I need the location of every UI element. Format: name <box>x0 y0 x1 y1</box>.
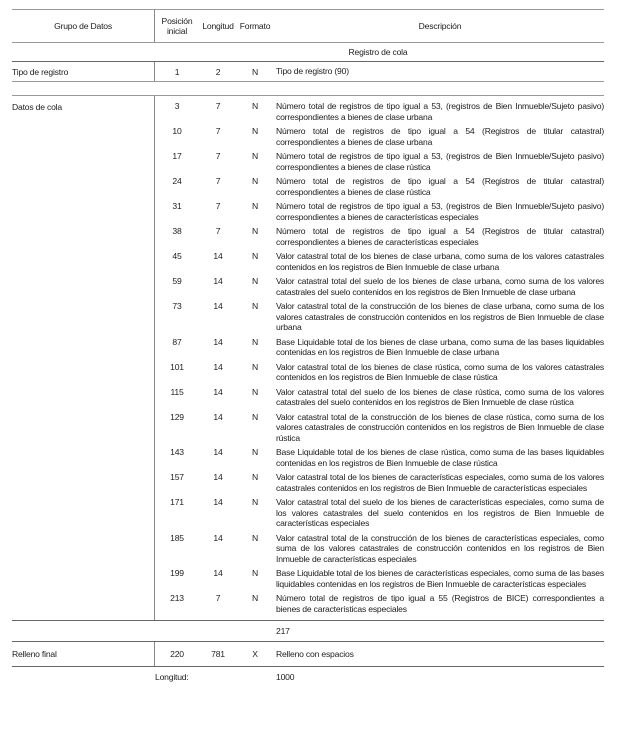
record-layout-table <box>12 9 604 687</box>
final-fill-length: 781 <box>211 649 225 659</box>
tail-data-rows <box>155 96 604 620</box>
record-type-position: 1 <box>174 66 180 77</box>
row-length: 14 <box>213 447 223 457</box>
table-row <box>155 201 604 222</box>
row-format: N <box>251 101 258 111</box>
table-row <box>155 251 604 272</box>
final-fill-group: Relleno final <box>12 649 57 659</box>
row-description: Valor catastral total de la construcción de los bienes de características especiales, como suma de los valores catastrales de construcción contenidos en los registros de Bien Inmueble de características especiales <box>276 532 604 564</box>
subtotal-value: 217 <box>276 625 290 636</box>
row-description: Valor catastral total del suelo de los bienes de clase urbana, como suma de los valores catastrales del suelo contenidos en los registros de Bien Inmueble de clase urbana <box>276 276 604 297</box>
row-format: N <box>251 251 258 261</box>
row-description: Número total de registros de tipo igual a 54 (Registros de titular catastral) correspondientes a bienes de características especiales <box>276 226 604 247</box>
row-format: N <box>251 568 258 578</box>
row-format: N <box>251 201 258 211</box>
table-row <box>155 226 604 247</box>
row-position: 157 <box>170 472 184 482</box>
row-position: 17 <box>172 151 182 161</box>
table-row <box>155 533 604 565</box>
row-format: N <box>251 361 258 372</box>
row-position: 45 <box>172 251 182 261</box>
row-description: Valor catastral total del suelo de los bienes de características especiales, como suma de los valores catastrales del suelo contenidos en los registros de Bien Inmueble de características especiales <box>276 497 604 528</box>
row-description: Número total de registros de tipo igual a 54 (Registros de titular catastral) correspondientes a bienes de clase rústica <box>276 176 604 197</box>
record-type-format: N <box>251 66 258 77</box>
row-length: 14 <box>213 361 223 372</box>
table-row <box>155 301 604 333</box>
table-row <box>155 151 604 172</box>
row-length: 14 <box>213 472 223 482</box>
row-description: Valor catastral total de los bienes de características especiales, como suma de los valores catastrales contenidos en los registros de Bien Inmueble de características especiales <box>276 472 604 493</box>
row-description: Número total de registros de tipo igual a 53, (registros de Bien Inmueble/Sujeto pasivo) correspondientes a bienes de características especiales <box>276 201 604 222</box>
row-position: 185 <box>170 532 184 543</box>
table-row <box>155 412 604 444</box>
row-format: N <box>251 472 258 482</box>
row-format: N <box>251 497 258 507</box>
row-format: N <box>251 447 258 457</box>
row-description: Valor catastral total de los bienes de clase rústica, como suma de los valores catastrales contenidos en los registros de Bien Inmueble de clase rústica <box>276 361 604 382</box>
row-description: Base Liquidable total de los bienes de clase rústica, como suma de las bases liquidables contenidas en los registros de Bien Inmueble de clase rústica <box>276 447 604 468</box>
table-row <box>155 362 604 383</box>
row-format: N <box>251 411 258 422</box>
subtotal-row <box>12 621 604 641</box>
row-position: 31 <box>172 201 182 211</box>
row-length: 14 <box>213 532 223 543</box>
record-type-description: Tipo de registro (90) <box>276 66 349 77</box>
table-header <box>12 10 604 42</box>
table-row <box>155 497 604 529</box>
row-description: Valor catastral total del suelo de los bienes de clase rústica, como suma de los valores catastrales del suelo contenidos en los registros de Bien Inmueble de clase rústica <box>276 386 604 407</box>
row-length: 14 <box>213 276 223 286</box>
row-length: 7 <box>215 176 221 186</box>
row-position: 10 <box>172 126 182 136</box>
tail-data-block <box>12 96 604 620</box>
row-description: Base Liquidable total de los bienes de clase urbana, como suma de las bases liquidables contenidas en los registros de Bien Inmueble de clase urbana <box>276 336 604 357</box>
row-position: 115 <box>170 386 184 397</box>
table-row <box>155 387 604 408</box>
spacer <box>12 82 604 95</box>
row-length: 7 <box>215 593 221 603</box>
table-row <box>155 593 604 614</box>
section-title: Registro de cola <box>348 47 408 57</box>
row-description: Valor catastral total de los bienes de clase urbana, como suma de los valores catastrales contenidos en los registros de Bien Inmueble de clase urbana <box>276 251 604 272</box>
row-length: 7 <box>215 101 221 111</box>
row-format: N <box>251 276 258 286</box>
row-description: Número total de registros de tipo igual a 53, (registros de Bien Inmueble/Sujeto pasivo) correspondientes a bienes de clase rústica <box>276 151 604 172</box>
row-format: N <box>251 126 258 136</box>
record-type-group: Tipo de registro <box>12 66 69 77</box>
row-position: 199 <box>170 568 184 578</box>
row-description: Número total de registros de tipo igual a 55 (Registros de BICE) correspondientes a bienes de características especiales <box>276 593 604 614</box>
row-position: 171 <box>170 497 184 507</box>
row-length: 7 <box>215 201 221 211</box>
header-description: Descripción <box>418 20 462 31</box>
footer-value: 1000 <box>276 671 295 682</box>
record-type-row <box>12 62 604 81</box>
row-position: 129 <box>170 411 184 422</box>
table-row <box>155 176 604 197</box>
header-group: Grupo de Datos <box>54 21 112 31</box>
row-format: N <box>251 151 258 161</box>
table-row <box>155 101 604 122</box>
table-row <box>155 276 604 297</box>
row-position: 59 <box>172 276 182 286</box>
row-position: 24 <box>172 176 182 186</box>
record-type-length: 2 <box>215 66 221 77</box>
table-row <box>155 472 604 493</box>
final-fill-format: X <box>252 649 258 659</box>
row-length: 14 <box>213 251 223 261</box>
table-row <box>155 568 604 589</box>
row-position: 87 <box>172 336 182 347</box>
row-position: 213 <box>170 593 184 603</box>
row-position: 101 <box>170 361 184 372</box>
row-length: 7 <box>215 151 221 161</box>
row-format: N <box>251 176 258 186</box>
row-length: 14 <box>213 336 223 347</box>
footer-row <box>12 667 604 687</box>
final-fill-position: 220 <box>170 649 184 659</box>
header-position-line2: inicial <box>166 26 188 36</box>
row-position: 3 <box>174 101 180 111</box>
row-length: 14 <box>213 301 223 311</box>
header-length: Longitud <box>202 21 234 31</box>
row-description: Base Liquidable total de los bienes de características especiales, como suma de las bases liquidables contenidas en los registros de Bien Inmueble de características especiales <box>276 568 604 589</box>
table-row <box>155 126 604 147</box>
row-length: 7 <box>215 226 221 236</box>
row-description: Número total de registros de tipo igual a 54 (Registros de titular catastral) correspondientes a bienes de clase urbana <box>276 126 604 147</box>
header-position <box>155 16 199 36</box>
row-description: Valor catastral total de la construcción de los bienes de clase urbana, como suma de los valores catastrales de construcción contenidos en los registros de Bien Inmueble de clase urbana <box>276 301 604 332</box>
row-format: N <box>251 226 258 236</box>
table-row <box>155 447 604 468</box>
table-row <box>155 337 604 358</box>
row-position: 143 <box>170 447 184 457</box>
row-format: N <box>251 301 258 311</box>
header-format: Formato <box>239 21 271 31</box>
row-description: Valor catastral total de la construcción de los bienes de clase rústica, como suma de los valores catastrales de construcción contenidos en los registros de Bien Inmueble de clase rústica <box>276 411 604 443</box>
row-length: 14 <box>213 497 223 507</box>
final-fill-description: Relleno con espacios <box>276 648 354 659</box>
row-format: N <box>251 593 258 603</box>
row-format: N <box>251 532 258 543</box>
row-length: 14 <box>213 411 223 422</box>
row-length: 14 <box>213 386 223 397</box>
row-length: 14 <box>213 568 223 578</box>
final-fill-row <box>12 642 604 666</box>
header-position-line1: Posición <box>161 16 193 26</box>
row-format: N <box>251 336 258 347</box>
row-description: Número total de registros de tipo igual a 53, (registros de Bien Inmueble/Sujeto pasivo) correspondientes a bienes de clase urbana <box>276 101 604 122</box>
row-position: 73 <box>172 301 182 311</box>
footer-label: Longitud: <box>155 672 189 682</box>
row-position: 38 <box>172 226 182 236</box>
row-format: N <box>251 386 258 397</box>
row-length: 7 <box>215 126 221 136</box>
tail-data-group: Datos de cola <box>12 102 62 112</box>
